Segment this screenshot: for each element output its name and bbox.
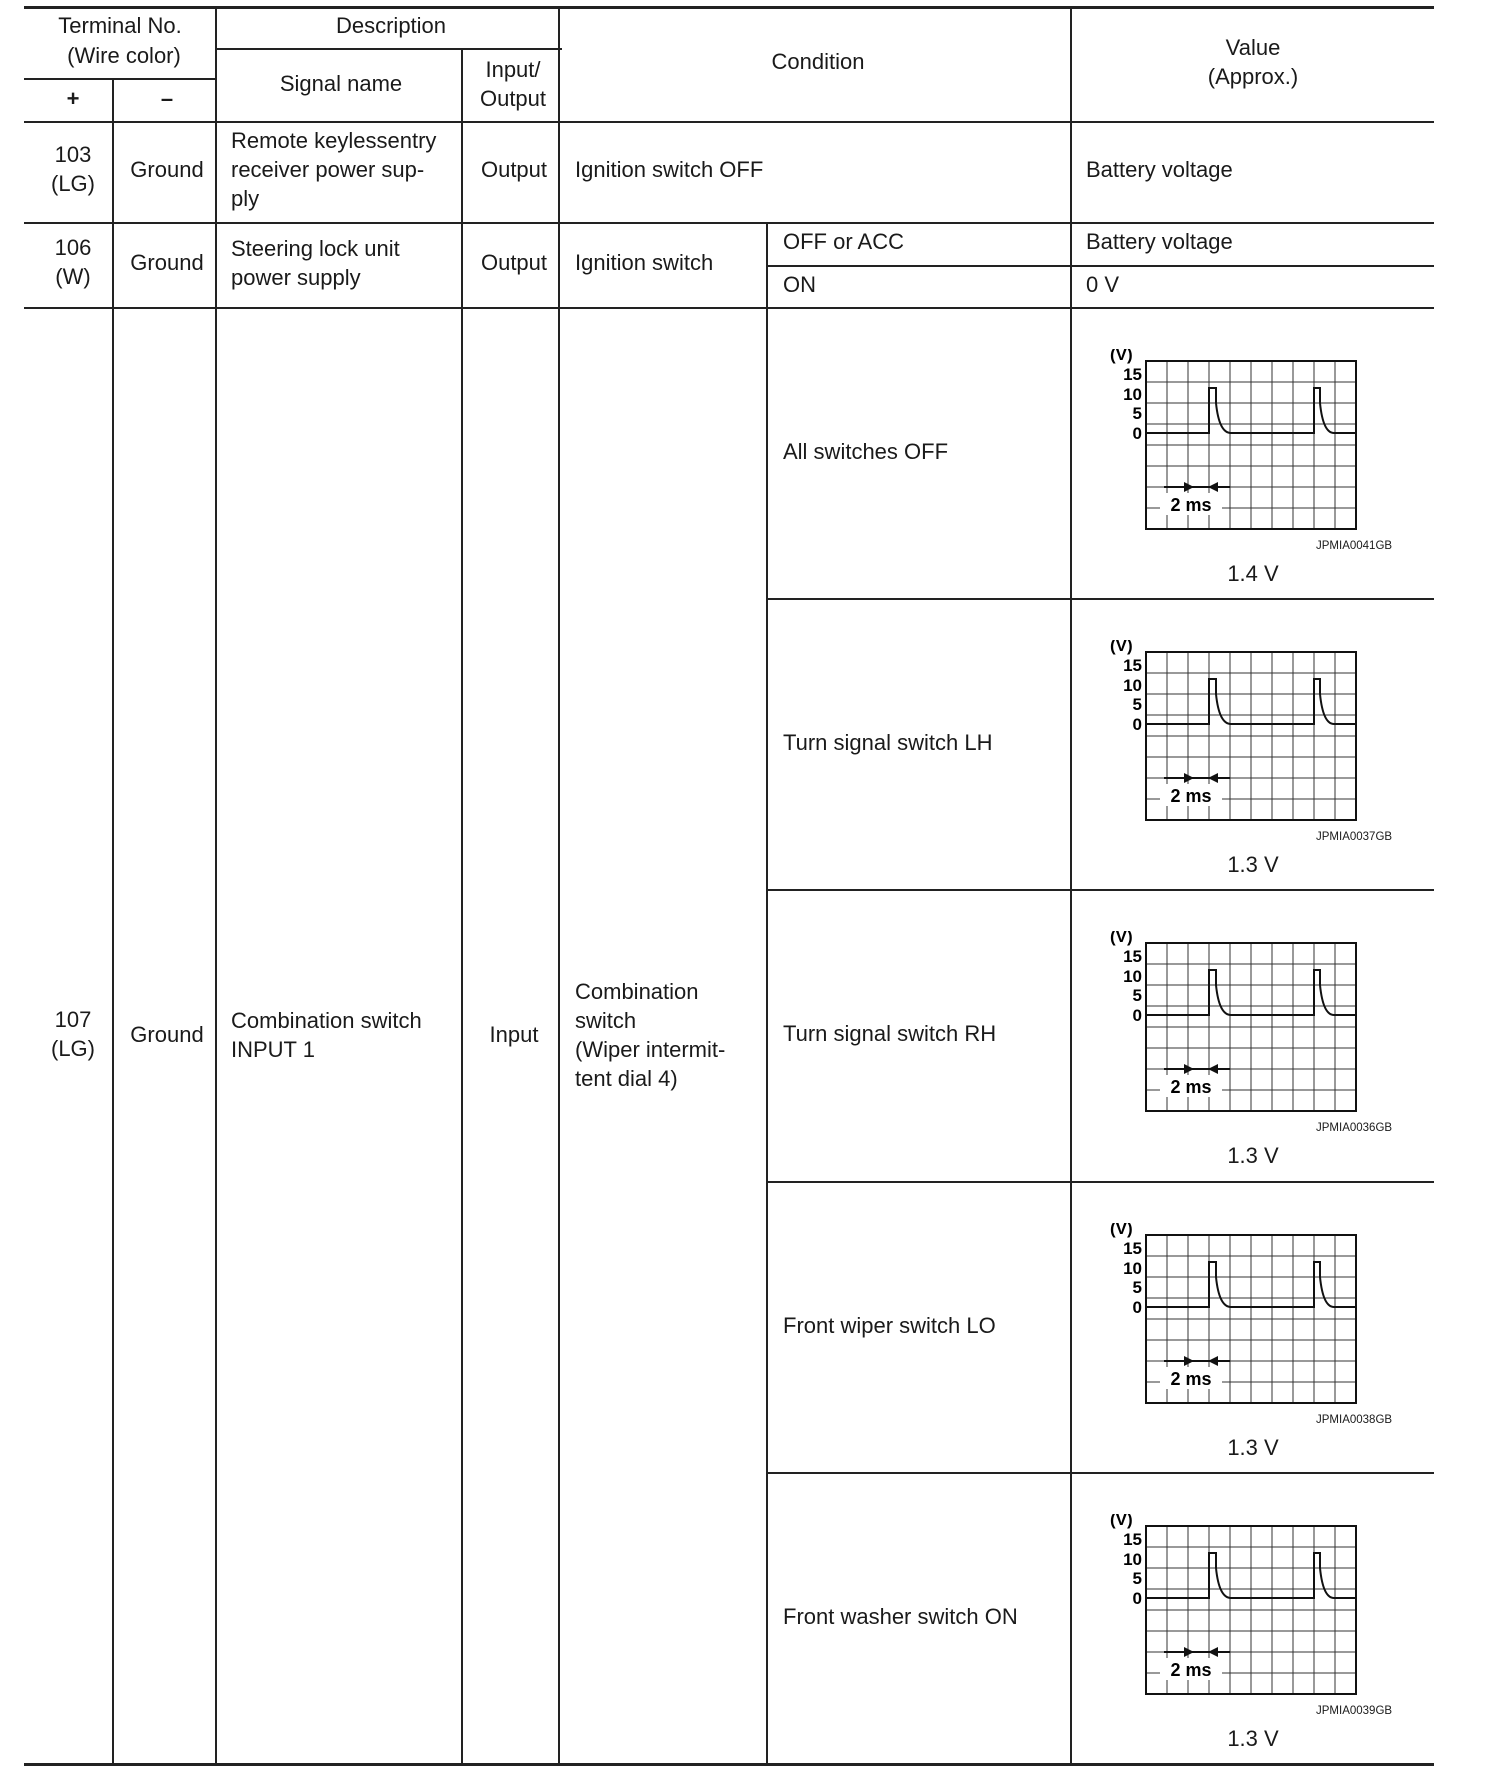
y-tick-label: 15	[1123, 1239, 1142, 1258]
rule	[24, 222, 1434, 224]
rule	[215, 6, 217, 1765]
header-io-line1: Input/	[485, 57, 541, 82]
time-div-label: 2 ms	[1170, 1077, 1212, 1097]
figure-code: JPMIA0041GB	[1316, 540, 1393, 552]
rule	[768, 598, 1434, 600]
state-106-on: ON	[783, 272, 816, 297]
y-tick-label: 5	[1132, 986, 1142, 1005]
rule	[461, 48, 463, 1765]
unit-label: (V)	[1110, 1514, 1133, 1529]
y-tick-label: 0	[1132, 1298, 1142, 1317]
signal-107-line1: Combination switch	[231, 1008, 422, 1033]
terminal-106: 106	[54, 235, 92, 260]
figure-code: JPMIA0039GB	[1316, 1705, 1393, 1717]
rule	[112, 78, 114, 1765]
minus-107: Ground	[130, 1022, 204, 1047]
header-condition: Condition	[771, 49, 865, 74]
condition-107-line3: (Wiper intermit-	[575, 1037, 726, 1062]
y-tick-label: 15	[1123, 947, 1142, 966]
rule	[766, 222, 768, 307]
rule	[766, 307, 768, 1765]
unit-label: (V)	[1110, 931, 1133, 946]
wire-color-106: (W)	[55, 264, 91, 289]
y-tick-label: 0	[1132, 424, 1142, 443]
state-107-2: Turn signal switch RH	[783, 1021, 997, 1046]
rule	[24, 307, 1434, 309]
y-tick-label: 5	[1132, 1278, 1142, 1297]
header-signal-name: Signal name	[279, 71, 403, 96]
y-tick-label: 10	[1123, 1259, 1142, 1278]
y-tick-label: 10	[1123, 1550, 1142, 1569]
time-div-label: 2 ms	[1170, 786, 1212, 806]
terminal-103: 103	[54, 142, 92, 167]
rule	[768, 1181, 1434, 1183]
minus-106: Ground	[130, 250, 204, 275]
figure-code: JPMIA0037GB	[1316, 831, 1393, 843]
header-minus: –	[160, 86, 174, 111]
oscilloscope-waveform	[1108, 640, 1368, 825]
y-tick-label: 15	[1123, 365, 1142, 384]
state-107-4: Front washer switch ON	[783, 1604, 1018, 1629]
header-value-line1: Value	[1225, 35, 1281, 60]
condition-107-line4: tent dial 4)	[575, 1066, 678, 1091]
condition-103: Ignition switch OFF	[575, 157, 764, 182]
io-106: Output	[480, 250, 548, 275]
rule	[768, 265, 1434, 267]
state-106-off-acc: OFF or ACC	[783, 229, 905, 254]
state-107-3: Front wiper switch LO	[783, 1313, 996, 1338]
y-tick-label: 0	[1132, 1589, 1142, 1608]
oscilloscope-waveform	[1108, 1514, 1368, 1699]
state-107-0: All switches OFF	[783, 439, 949, 464]
oscilloscope-waveform	[1108, 931, 1368, 1116]
oscilloscope-waveform	[1108, 1223, 1368, 1408]
header-wire-color: (Wire color)	[67, 43, 181, 68]
y-tick-label: 5	[1132, 1569, 1142, 1588]
io-107: Input	[489, 1022, 539, 1047]
rule	[24, 78, 216, 80]
value-107-4: 1.3 V	[1227, 1726, 1279, 1751]
value-107-3: 1.3 V	[1227, 1435, 1279, 1460]
header-description: Description	[335, 13, 447, 38]
rule	[1070, 6, 1072, 1765]
y-tick-label: 10	[1123, 385, 1142, 404]
y-tick-label: 0	[1132, 715, 1142, 734]
signal-106-line2: power supply	[231, 265, 361, 290]
unit-label: (V)	[1110, 349, 1133, 364]
oscilloscope-waveform	[1108, 349, 1368, 534]
signal-103-line2: receiver power sup-	[231, 157, 425, 182]
header-io-line2: Output	[479, 86, 547, 111]
value-106-off-acc: Battery voltage	[1086, 229, 1233, 254]
y-tick-label: 5	[1132, 695, 1142, 714]
signal-103-line1: Remote keylessentry	[231, 128, 437, 153]
figure-code: JPMIA0036GB	[1316, 1122, 1393, 1134]
time-div-label: 2 ms	[1170, 495, 1212, 515]
rule	[24, 121, 1434, 123]
header-value-line2: (Approx.)	[1207, 64, 1299, 89]
table-top-border	[24, 6, 1434, 9]
value-106-on: 0 V	[1086, 272, 1120, 297]
value-103: Battery voltage	[1086, 157, 1233, 182]
signal-103-line3: ply	[231, 186, 260, 211]
minus-103: Ground	[130, 157, 204, 182]
signal-106-line1: Steering lock unit	[231, 236, 400, 261]
time-div-label: 2 ms	[1170, 1369, 1212, 1389]
wire-color-107: (LG)	[51, 1036, 95, 1061]
header-plus: +	[66, 86, 80, 111]
y-tick-label: 0	[1132, 1006, 1142, 1025]
unit-label: (V)	[1110, 640, 1133, 655]
signal-107-line2: INPUT 1	[231, 1037, 315, 1062]
condition-106: Ignition switch	[575, 250, 714, 275]
figure-code: JPMIA0038GB	[1316, 1414, 1393, 1426]
terminal-107: 107	[54, 1007, 92, 1032]
io-103: Output	[480, 157, 548, 182]
y-tick-label: 15	[1123, 1530, 1142, 1549]
y-tick-label: 15	[1123, 656, 1142, 675]
condition-107-line2: switch	[575, 1008, 637, 1033]
y-tick-label: 10	[1123, 967, 1142, 986]
wire-color-103: (LG)	[51, 171, 95, 196]
rule	[558, 6, 560, 1765]
value-107-1: 1.3 V	[1227, 852, 1279, 877]
value-107-2: 1.3 V	[1227, 1143, 1279, 1168]
table-bottom-border	[24, 1763, 1434, 1766]
condition-107-line1: Combination	[575, 979, 699, 1004]
unit-label: (V)	[1110, 1223, 1133, 1238]
y-tick-label: 10	[1123, 676, 1142, 695]
value-107-0: 1.4 V	[1227, 561, 1279, 586]
rule	[216, 48, 562, 50]
rule	[768, 1472, 1434, 1474]
y-tick-label: 5	[1132, 404, 1142, 423]
header-terminal-no: Terminal No.	[58, 13, 182, 38]
time-div-label: 2 ms	[1170, 1660, 1212, 1680]
state-107-1: Turn signal switch LH	[783, 730, 993, 755]
rule	[768, 889, 1434, 891]
